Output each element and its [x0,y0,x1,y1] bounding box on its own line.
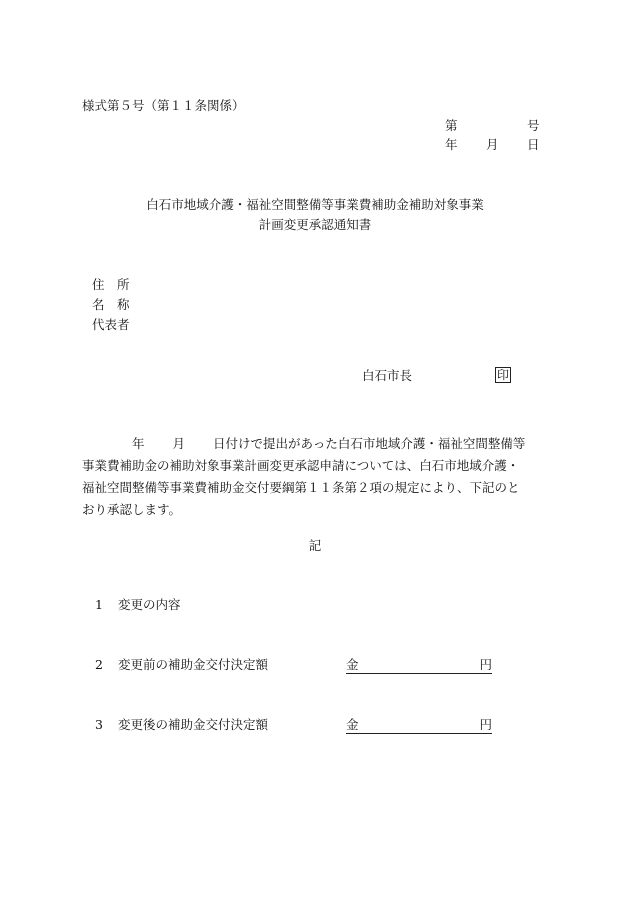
item-3-kin: 金 [346,717,359,732]
title-line-1: 白石市地域介護・福祉空間整備等事業費補助金補助対象事業 [146,197,484,212]
date-day: 日 [527,137,540,152]
body-month: 月 [172,436,186,451]
body-line-3: 福祉空間整備等事業費補助金交付要綱第１１条第２項の規定により、下記のと [82,480,520,495]
item-2-yen: 円 [479,657,492,672]
document-number-suffix: 号 [527,118,540,133]
seal-mark [495,367,511,383]
address-label: 住 所 [92,277,130,292]
item-2-kin: 金 [346,657,359,672]
item-3-number: 3 [95,717,103,732]
notice-body [82,433,552,521]
body-year: 年 [132,436,145,451]
ki-heading: 記 [308,538,322,553]
item-3-amount-field [346,717,492,734]
title-line-2: 計画変更承認通知書 [258,217,372,232]
name-label: 名 称 [92,297,130,312]
document-number-prefix: 第 [445,118,458,133]
item-1-number: 1 [95,597,103,612]
body-line-4: おり承認します。 [82,502,182,517]
representative-label: 代表者 [92,317,130,332]
item-3-label: 変更後の補助金交付決定額 [118,717,269,732]
item-1-label: 変更の内容 [118,597,181,612]
item-3-yen: 円 [479,717,492,732]
item-2-number: 2 [95,657,103,672]
seal-icon: 印 [497,368,510,382]
body-line-1-text: 日付けで提出があった白石市地域介護・福祉空間整備等 [213,436,526,451]
form-label: 様式第５号（第１１条関係） [82,98,245,113]
issuer-title: 白石市長 [362,368,413,383]
date-year: 年 [445,137,458,152]
body-line-2: 事業費補助金の補助対象事業計画変更承認申請については、白石市地域介護・ [82,458,520,473]
item-2-label: 変更前の補助金交付決定額 [118,657,269,672]
date-month: 月 [486,137,499,152]
item-2-amount-field [346,657,492,674]
body-line-1 [82,433,552,455]
